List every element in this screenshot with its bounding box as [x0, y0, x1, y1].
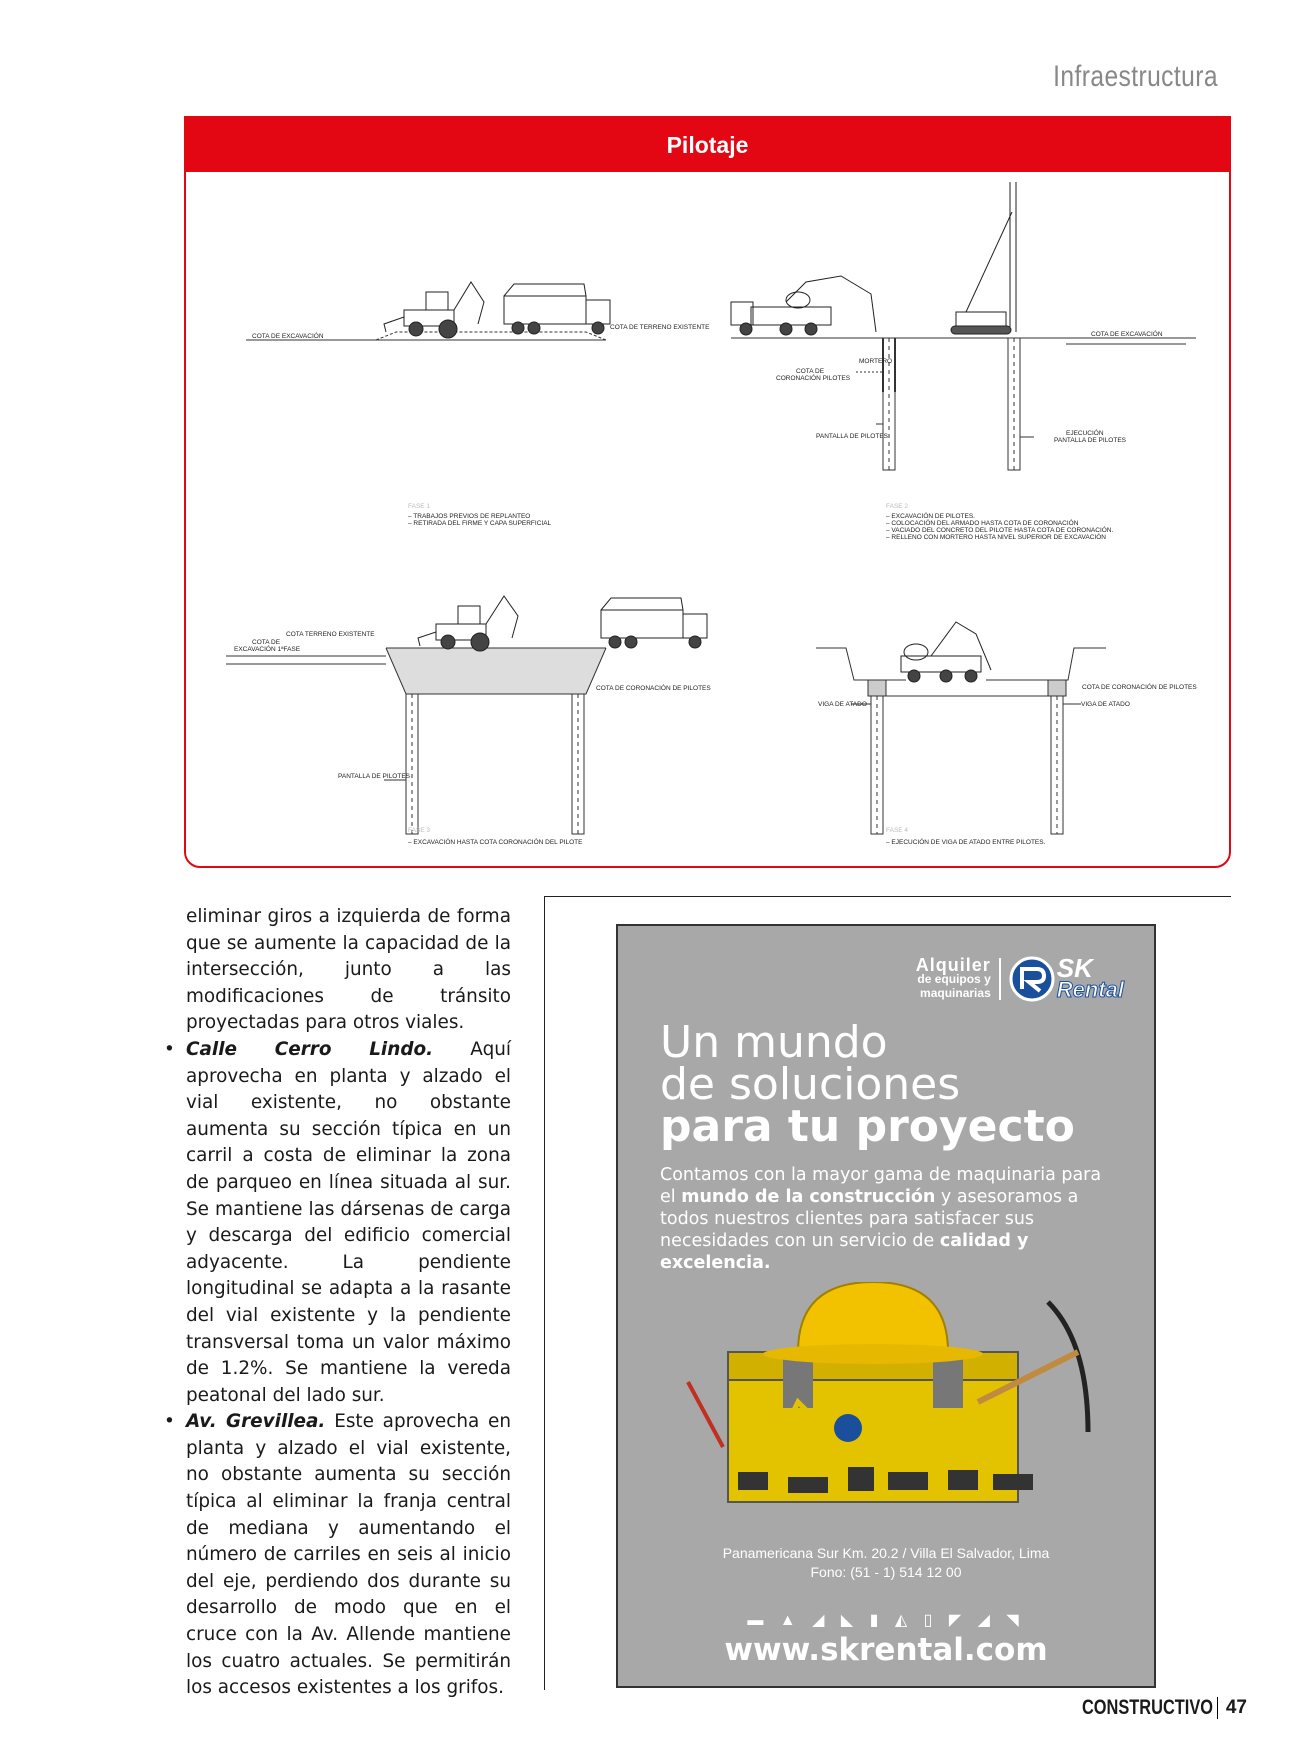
equipment-icons-row: ▬ ▲ ◢ ◣ ▮ ◭ ▯ ◤ ◢ ◥	[747, 1612, 1025, 1629]
sk-rental-ad	[616, 924, 1156, 1688]
pile-drawings	[186, 172, 1229, 866]
p2-note-2: – COLOCACIÓN DEL ARMADO HASTA COTA DE CORONACIÓN	[886, 520, 1079, 527]
concrete-pump-icon	[731, 276, 876, 335]
pilotaje-figure	[184, 116, 1231, 868]
footer-separator	[1217, 1697, 1218, 1719]
ad-brand-line3: maquinarias	[920, 986, 991, 1000]
dump-truck-icon-1	[504, 284, 610, 334]
ad-body-1: Contamos con la mayor gama de maquinaria para el	[660, 1165, 1102, 1207]
ad-address	[618, 1544, 1154, 1582]
p4-label-beam-left: VIGA DE ATADO	[818, 701, 867, 708]
dump-truck-icon-3	[601, 598, 707, 648]
phase-1-drawing	[246, 282, 610, 340]
p1-note-1: – TRABAJOS PREVIOS DE REPLANTEO	[408, 513, 531, 520]
piling-rig-icon	[951, 182, 1016, 334]
figure-title: Pilotaje	[186, 118, 1229, 172]
ad-url[interactable]: www.skrental.com	[724, 1632, 1048, 1668]
pile-left-phase-3	[406, 694, 418, 834]
p2-note-4: – RELLENO CON MORTERO HASTA NIVEL SUPERIOR DE EXCAVACIÓN	[886, 534, 1106, 541]
phase-4-drawing	[816, 622, 1106, 834]
backhoe-icon-3	[418, 596, 518, 651]
ad-brand	[916, 954, 1124, 1004]
phase-2-drawing	[731, 182, 1196, 470]
ad-address-line: Panamericana Sur Km. 20.2 / Villa El Salvador, Lima	[722, 1545, 1050, 1561]
p4-note-1: – EJECUCIÓN DE VIGA DE ATADO ENTRE PILOTES.	[886, 839, 1046, 846]
ad-body	[660, 1164, 1120, 1274]
toolbox-helmet-illustration	[648, 1282, 1128, 1532]
p3-heading: FASE 3	[408, 827, 431, 834]
bullet-text: Aquí aprovecha en planta y alzado el vial existente, no obstante aumenta su sección típica en un carril a costa de eliminar la zona de parqueo en línea situada al sur. Se mantiene las dársenas de carga y descarga del edificio comercial adyacente. La pendiente longitudinal se adapta a la rasante del vial existente y la pendiente transversal toma un valor máximo de 1.2%. Se mantiene la vereda peatonal del lado sur.	[186, 1038, 512, 1406]
p1-heading: FASE 1	[408, 503, 431, 510]
p2-note-3: – VACIADO DEL CONCRETO DEL PILOTE HASTA COTA DE CORONACIÓN.	[886, 527, 1114, 534]
sk-rental-logo	[1007, 954, 1124, 1004]
backhoe-icon-1	[384, 282, 484, 338]
p3-label-screen: PANTALLA DE PILOTES	[338, 773, 411, 780]
p2-label-exec-2: PANTALLA DE PILOTES	[1054, 437, 1127, 444]
p2-note-1: – EXCAVACIÓN DE PILOTES.	[886, 513, 975, 520]
p3-label-exc-1: COTA DE	[252, 639, 281, 646]
article-column	[186, 904, 511, 1702]
p4-label-beam-right: VIGA DE ATADO	[1081, 701, 1130, 708]
p3-label-crown: COTA DE CORONACIÓN DE PILOTES	[596, 685, 711, 692]
p1-note-2: – RETIRADA DEL FIRME Y CAPA SUPERFICIAL	[408, 520, 552, 527]
p3-note-1: – EXCAVACIÓN HASTA COTA CORONACIÓN DEL PILOTE	[408, 839, 583, 846]
p2-heading: FASE 2	[886, 503, 909, 510]
logo-sk: SK	[1056, 953, 1093, 983]
column-divider	[544, 896, 545, 1690]
pile-right-phase-2	[1008, 338, 1020, 470]
page-footer	[1045, 1696, 1247, 1720]
p3-label-terrain: COTA TERRENO EXISTENTE	[286, 631, 375, 638]
pile-right-phase-4	[1051, 696, 1063, 834]
p4-label-crown: COTA DE CORONACIÓN DE PILOTES	[1082, 684, 1197, 691]
ad-top-rule	[544, 896, 1231, 897]
ad-brand-line2: de equipos y	[917, 972, 991, 986]
ad-headline-3: para tu proyecto	[660, 1101, 1075, 1152]
ad-headline-2: de soluciones	[660, 1059, 961, 1110]
ad-body-2: y asesoramos a todos nuestros clientes para satisfacer sus necesidades con un servicio de	[660, 1187, 1079, 1251]
bullet-text: Este aprovecha en planta y alzado el vial existente, no obstante aumenta su sección típica al eliminar la franja central de mediana y aumentando el número de carriles en seis al inicio del eje, perdiendo dos durante su desarrollo de modo que en el cruce con la Av. Allende mantiene los cuatro actuales. Se permitirán los accesos existentes a los grifos.	[186, 1411, 512, 1699]
bullet-title: Calle Cerro Lindo.	[186, 1038, 434, 1060]
sk-logo-icon	[1007, 954, 1057, 1004]
ad-body-bold-1: mundo de la construcción	[681, 1187, 936, 1207]
ad-body-bold-2: calidad y excelencia.	[660, 1231, 1029, 1273]
article-intro: eliminar giros a izquierda de forma que se aumente la capacidad de la intersección, junto a las modificaciones de tránsito proyectadas para otros viales.	[186, 906, 511, 1034]
p2-label-exec-1: EJECUCIÓN	[1066, 430, 1104, 437]
p2-label-excavation: COTA DE EXCAVACIÓN	[1091, 331, 1163, 338]
pile-right-phase-3	[572, 694, 584, 834]
p4-heading: FASE 4	[886, 827, 909, 834]
ad-brand-line1: Alquiler	[915, 955, 991, 975]
magazine-brand: CONSTRUCTIVO	[1081, 1696, 1213, 1719]
p2-label-crown-1: COTA DE	[796, 368, 825, 375]
bullet-cerro-lindo	[186, 1037, 511, 1409]
ad-headline-1: Un mundo	[660, 1017, 888, 1068]
logo-rental: Rental	[1056, 977, 1124, 1002]
p1-label-excavation: COTA DE EXCAVACIÓN	[252, 333, 324, 340]
bullet-title: Av. Grevillea.	[186, 1411, 326, 1433]
p1-label-terrain: COTA DE TERRENO EXISTENTE	[610, 324, 710, 331]
ad-phone: Fono: (51 - 1) 514 12 00	[810, 1564, 962, 1580]
p2-label-mortar: MORTERO	[859, 358, 893, 365]
page-number: 47	[1225, 1697, 1247, 1718]
p3-label-exc-2: EXCAVACIÓN 1ªFASE	[234, 646, 301, 653]
p2-label-screen: PANTALLA DE PILOTES	[816, 433, 889, 440]
ad-headline	[660, 1017, 1075, 1152]
pile-left-phase-4	[871, 696, 883, 834]
bullet-grevillea	[186, 1409, 511, 1702]
pump-truck-icon-4	[901, 622, 991, 682]
section-label: Infraestructura	[1053, 60, 1218, 93]
p2-label-crown-2: CORONACIÓN PILOTES	[776, 375, 851, 382]
